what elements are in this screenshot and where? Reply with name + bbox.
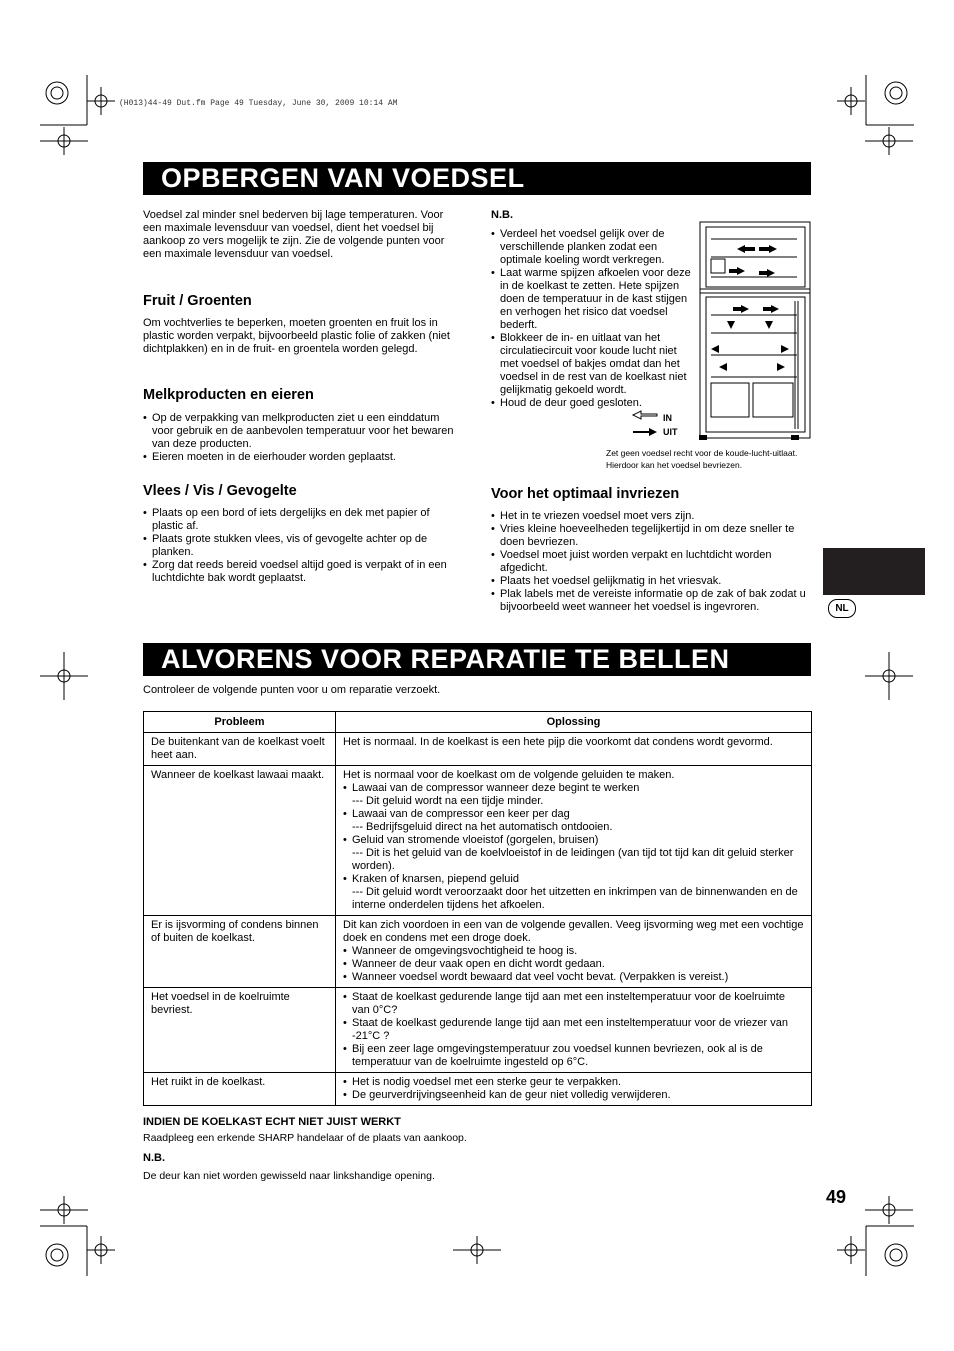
solution-text: --- Dit is het geluid van de koelvloeistof in de leidingen (van tijd tot tijd kan dit geluid sterker worden). [352,847,794,872]
solution-bullet: • Wanneer voedsel wordt bewaard dat veel vocht bevat. (Verpakken is vereist.) [343,971,805,984]
list-item: • Plak labels met de vereiste informatie op de zak of bak zodat u bijvoorbeeld weet wanneer het voedsel is ingevroren. [491,588,813,614]
problem-cell: Het ruikt in de koelkast. [144,1073,336,1106]
solution-cell [336,916,812,988]
list-item: • Plaats het voedsel gelijkmatig in het vriesvak. [491,575,813,588]
list-item: • Het in te vriezen voedsel moet vers zijn. [491,510,813,523]
nb2-label: N.B. [143,1152,165,1164]
solution-bullet: • Lawaai van de compressor wanneer deze begint te werken [343,782,805,795]
freeze-heading: Voor het optimaal invriezen [491,486,680,502]
solution-text: Het is normaal. In de koelkast is een hete pijp die voorkomt dat condens wordt gevormd. [343,736,773,748]
nb-label: N.B. [491,209,513,221]
list-item: • Voedsel moet juist worden verpakt en luchtdicht worden afgedicht. [491,549,813,575]
page-number: 49 [826,1187,847,1207]
nb2-text: De deur kan niet worden gewisseld naar linkshandige opening. [143,1170,435,1182]
solution-bullet: • Wanneer de deur vaak open en dicht wordt gedaan. [343,958,805,971]
list-item: • Plaats grote stukken vlees, vis of gevogelte achter op de planken. [143,533,461,559]
solution-bullet: • Geluid van stromende vloeistof (gorgelen, bruisen) [343,834,805,847]
repair-intro: Controleer de volgende punten voor u om reparatie verzoekt. [143,684,441,696]
final-text: Raadpleeg een erkende SHARP handelaar of de plaats van aankoop. [143,1132,467,1144]
problem-cell: Er is ijsvorming of condens binnen of buiten de koelkast. [144,916,336,988]
food-intro: Voedsel zal minder snel bederven bij lage temperaturen. Voor een maximale levensduur van voedsel, dient het voedsel bij aankoop zo vers mogelijk te zijn. Zie de volgende punten voor een maximale levensduur van voedsel. [143,209,445,260]
solution-cell [336,1073,812,1106]
troubleshooting-table [143,711,812,1106]
legend-in: IN [663,413,672,423]
figure-caption-line2: Hierdoor kan het voedsel bevriezen. [606,460,743,470]
table-row [144,766,812,916]
print-info: (H013)44-49 Dut.fm Page 49 Tuesday, June 30, 2009 10:14 AM [119,99,398,108]
solution-bullet: • Bij een zeer lage omgevingstemperatuur zou voedsel kunnen bevriezen, ook al is de temperatuur van de koelruimte ingesteld op 6°C. [343,1043,805,1069]
problem-cell: Het voedsel in de koelruimte bevriest. [144,988,336,1073]
solution-bullet: • Lawaai van de compressor een keer per dag [343,808,805,821]
list-item: • Verdeel het voedsel gelijk over de verschillende planken zodat een optimale koeling wordt verkregen. [491,228,694,267]
list-item: • Houd de deur goed gesloten. [491,397,694,410]
problem-cell: Wanneer de koelkast lawaai maakt. [144,766,336,916]
solution-text: Dit kan zich voordoen in een van de volgende gevallen. Veeg ijsvorming weg met een vochtige doek en condens met een droge doek. [343,919,804,944]
list-item: • Zorg dat reeds bereid voedsel altijd goed is verpakt of in een luchtdichte bak wordt geplaatst. [143,559,461,585]
list-item: • Op de verpakking van melkproducten ziet u een einddatum voor gebruik en de aanbevolen temperatuur voor het bewaren van deze producten. [143,412,461,451]
airflow-legend-icons [631,410,661,438]
solution-bullet: • Staat de koelkast gedurende lange tijd aan met een insteltemperatuur voor de koelruimte van 0°C? [343,991,805,1017]
solution-bullet: • Wanneer de omgevingsvochtigheid te hoog is. [343,945,805,958]
fridge-airflow-figure [697,217,813,443]
section-title-repair: ALVORENS VOOR REPARATIE TE BELLEN [143,643,811,676]
table-row [144,733,812,766]
freeze-list [491,510,813,614]
solution-cell [336,988,812,1073]
solution-cell [336,766,812,916]
dairy-list [143,412,461,464]
table-header-row [144,712,812,733]
list-item: • Plaats op een bord of iets dergelijks en dek met papier of plastic af. [143,507,461,533]
section-title-food-storage: OPBERGEN VAN VOEDSEL [143,162,811,195]
list-item: • Eieren moeten in de eierhouder worden geplaatst. [143,451,461,464]
nb-list [491,228,694,410]
figure-caption-line1: Zet geen voedsel recht voor de koude-lucht-uitlaat. [606,448,798,458]
solution-bullet: • Staat de koelkast gedurende lange tijd aan met een insteltemperatuur voor de vriezer van -21°C ? [343,1017,805,1043]
final-heading: INDIEN DE KOELKAST ECHT NIET JUIST WERKT [143,1116,401,1128]
solution-cell [336,733,812,766]
side-tab [823,548,925,595]
solution-bullet: • Kraken of knarsen, piepend geluid [343,873,805,886]
table-row [144,1073,812,1106]
legend-out: UIT [663,427,678,437]
solution-text: --- Dit geluid wordt na een tijdje minder. [352,795,544,807]
solution-bullet: • Het is nodig voedsel met een sterke geur te verpakken. [343,1076,805,1089]
dairy-heading: Melkproducten en eieren [143,387,314,403]
list-item: • Laat warme spijzen afkoelen voor deze in de koelkast te zetten. Hete spijzen doen de temperatuur in de kast stijgen en verhogen het risico dat voedsel bederft. [491,267,694,332]
col-problem: Probleem [144,712,336,733]
fruit-text: Om vochtverlies te beperken, moeten groenten en fruit los in plastic worden verpakt, bijvoorbeeld plastic folie of zakken (niet dichtplakken) en in de fruit- en groentela worden gelegd. [143,317,450,355]
meat-list [143,507,461,585]
table-body [144,733,812,1106]
list-item: • Blokkeer de in- en uitlaat van het circulatiecircuit voor koude lucht niet met voedsel of bakjes omdat dan het voedsel in de rest van de koelkast niet gelijkmatig gekoeld wordt. [491,332,694,397]
figure-caption [606,447,826,471]
fruit-heading: Fruit / Groenten [143,293,252,309]
solution-text: --- Bedrijfsgeluid direct na het automatisch ontdooien. [352,821,613,833]
meat-heading: Vlees / Vis / Gevogelte [143,483,297,499]
language-badge: NL [828,599,856,618]
table-row [144,916,812,988]
solution-text: Het is normaal voor de koelkast om de volgende geluiden te maken. [343,769,675,781]
col-solution: Oplossing [336,712,812,733]
list-item: • Vries kleine hoeveelheden tegelijkertijd in om deze sneller te doen bevriezen. [491,523,813,549]
problem-cell: De buitenkant van de koelkast voelt heet aan. [144,733,336,766]
solution-bullet: • De geurverdrijvingseenheid kan de geur niet volledig verwijderen. [343,1089,805,1102]
table-row [144,988,812,1073]
solution-text: --- Dit geluid wordt veroorzaakt door het uitzetten en inkrimpen van de binnenwanden en de interne onderdelen tijdens het afkoelen. [352,886,798,911]
